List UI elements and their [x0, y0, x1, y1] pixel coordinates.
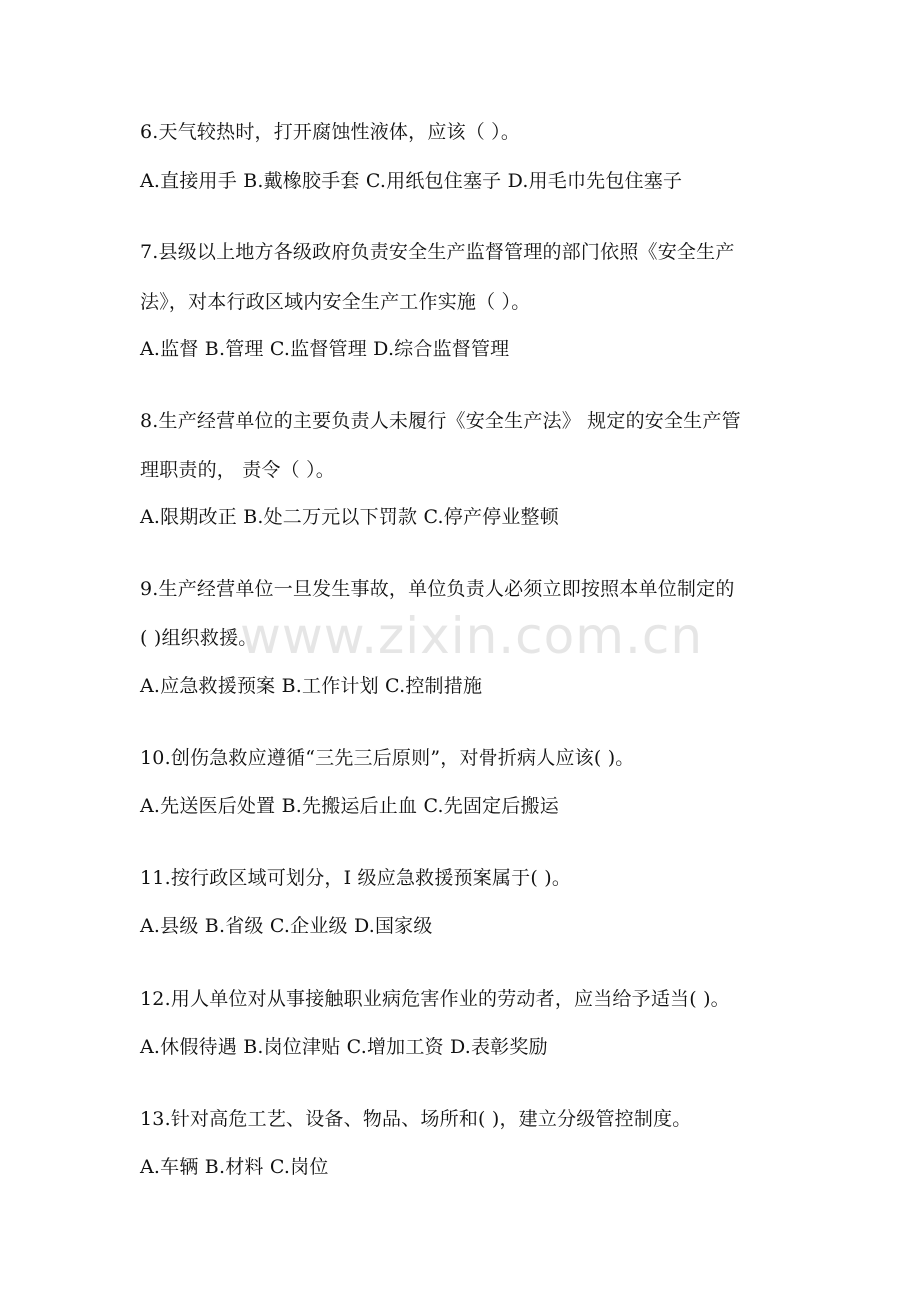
question-8-stem-line-1: 8.生产经营单位的主要负责人未履行《安全生产法》 规定的安全生产管 — [140, 410, 741, 432]
question-11-options: A.县级 B.省级 C.企业级 D.国家级 — [140, 915, 433, 937]
question-9-stem-line-1: 9.生产经营单位一旦发生事故，单位负责人必须立即按照本单位制定的 — [140, 578, 735, 600]
question-13-options: A.车辆 B.材料 C.岗位 — [140, 1156, 329, 1178]
question-9-options: A.应急救援预案 B.工作计划 C.控制措施 — [140, 675, 483, 697]
question-10-stem-line-1: 10.创伤急救应遵循“三先三后原则”，对骨折病人应该( )。 — [140, 747, 635, 769]
question-6-options: A.直接用手 B.戴橡胶手套 C.用纸包住塞子 D.用毛巾先包住塞子 — [140, 170, 683, 192]
question-10-options: A.先送医后处置 B.先搬运后止血 C.先固定后搬运 — [140, 795, 559, 817]
question-8-stem-line-2: 理职责的， 责令（ ）。 — [140, 459, 335, 481]
question-7-options: A.监督 B.管理 C.监督管理 D.综合监督管理 — [140, 338, 510, 360]
question-9-stem-line-2: ( )组织救援。 — [140, 627, 258, 649]
question-13-stem-line-1: 13.针对高危工艺、设备、物品、场所和( )，建立分级管控制度。 — [140, 1108, 692, 1130]
watermark: www.zixin.com.cn — [240, 607, 704, 665]
question-12-options: A.休假待遇 B.岗位津贴 C.增加工资 D.表彰奖励 — [140, 1036, 548, 1058]
question-6-stem-line-1: 6.天气较热时，打开腐蚀性液体，应该（ ）。 — [140, 121, 521, 143]
question-11-stem-line-1: 11.按行政区域可划分，I 级应急救援预案属于( )。 — [140, 867, 572, 889]
question-7-stem-line-1: 7.县级以上地方各级政府负责安全生产监督管理的部门依照《安全生产 — [140, 241, 735, 263]
question-8-options: A.限期改正 B.处二万元以下罚款 C.停产停业整顿 — [140, 506, 559, 528]
question-7-stem-line-2: 法》，对本行政区域内安全生产工作实施（ ）。 — [140, 291, 531, 313]
question-12-stem-line-1: 12.用人单位对从事接触职业病危害作业的劳动者，应当给予适当( )。 — [140, 988, 730, 1010]
